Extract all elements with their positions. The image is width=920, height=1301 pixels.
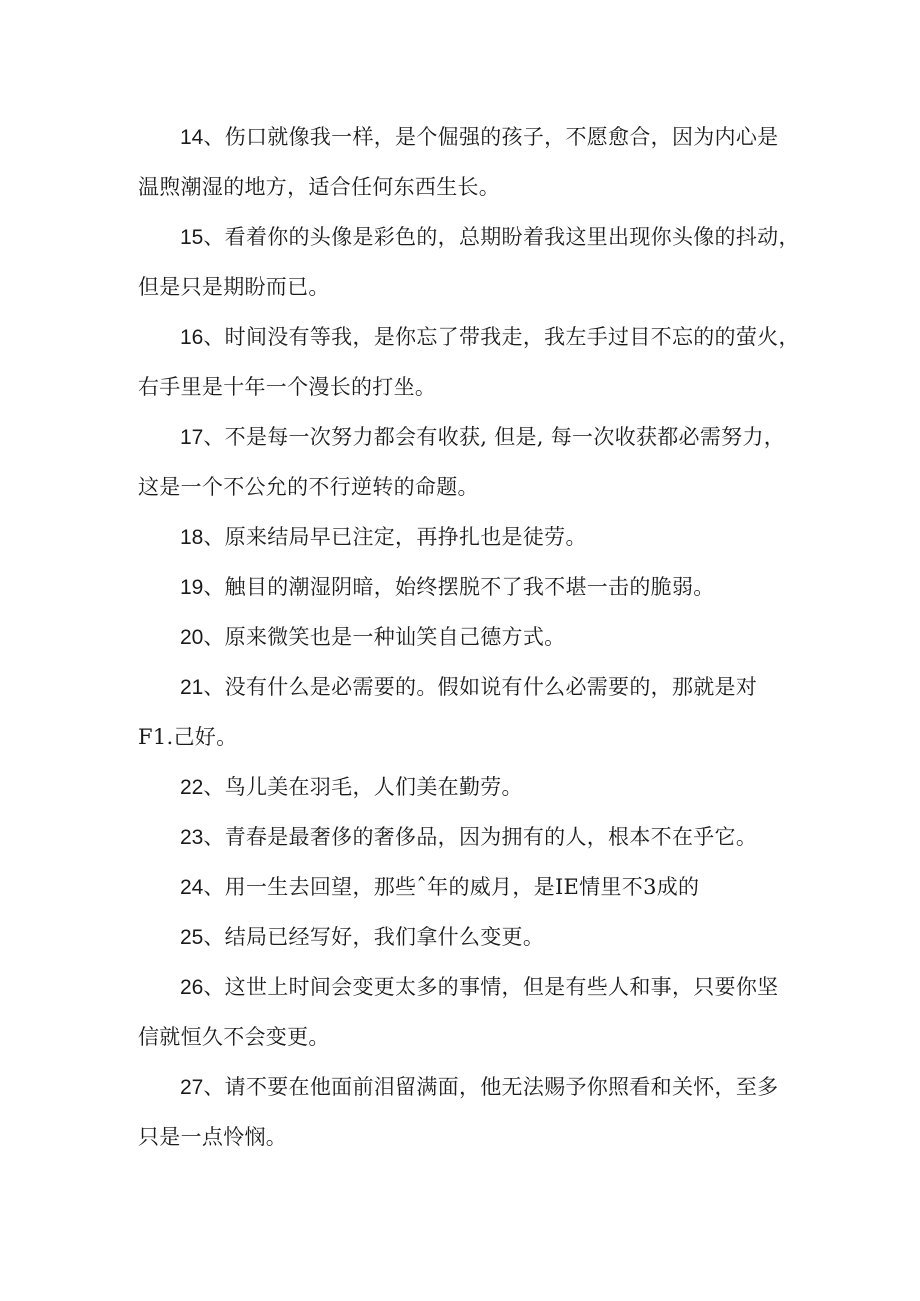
quote-text: 、这世上时间会变更太多的事情，但是有些人和事，只要你坚 bbox=[203, 975, 779, 999]
quote-line bbox=[0, 762, 920, 812]
quote-number: 17 bbox=[180, 426, 204, 449]
quote-line bbox=[0, 212, 920, 262]
quote-line bbox=[0, 962, 920, 1012]
quote-entry-25 bbox=[0, 912, 920, 962]
quote-line bbox=[0, 912, 920, 962]
quote-line: 但是只是期盼而已。 bbox=[138, 275, 330, 299]
quote-line bbox=[0, 1062, 920, 1112]
quote-text: 、不是每一次努力都会有收获, 但是, 每一次收获都必需努力， bbox=[203, 425, 786, 449]
quote-list bbox=[0, 112, 920, 1162]
quote-entry-15 bbox=[0, 212, 920, 312]
quote-text: 、伤口就像我一样，是个倔强的孩子，不愿愈合，因为内心是 bbox=[203, 125, 779, 149]
quote-entry-17 bbox=[0, 412, 920, 512]
quote-line bbox=[0, 112, 920, 162]
quote-number: 21 bbox=[180, 676, 204, 699]
quote-entry-18 bbox=[0, 512, 920, 562]
quote-number: 18 bbox=[180, 526, 204, 549]
quote-text: 、时间没有等我，是你忘了带我走，我左手过目不忘的的萤火， bbox=[203, 325, 800, 349]
quote-number: 15 bbox=[180, 226, 204, 249]
quote-line bbox=[0, 812, 920, 862]
quote-line bbox=[0, 662, 920, 712]
quote-number: 19 bbox=[180, 576, 204, 599]
quote-entry-23 bbox=[0, 812, 920, 862]
quote-entry-22 bbox=[0, 762, 920, 812]
quote-text: 、请不要在他面前泪留满面，他无法赐予你照看和关怀，至多 bbox=[203, 1075, 779, 1099]
quote-text: 、原来结局早已注定，再挣扎也是徒劳。 bbox=[203, 525, 587, 549]
quote-line bbox=[0, 562, 920, 612]
quote-number: 22 bbox=[180, 776, 204, 799]
quote-line bbox=[0, 862, 920, 912]
quote-line bbox=[0, 512, 920, 562]
quote-line: F1.己好。 bbox=[138, 725, 238, 749]
quote-number: 24 bbox=[180, 876, 204, 899]
quote-entry-26 bbox=[0, 962, 920, 1062]
quote-number: 23 bbox=[180, 826, 204, 849]
quote-entry-20 bbox=[0, 612, 920, 662]
quote-line: 右手里是十年一个漫长的打坐。 bbox=[138, 375, 437, 399]
quote-number: 26 bbox=[180, 976, 204, 999]
quote-entry-21 bbox=[0, 662, 920, 762]
quote-line: 只是一点怜悯。 bbox=[138, 1125, 288, 1149]
quote-text: 、用一生去回望，那些ˆ年的威月，是IE情里不3成的 bbox=[203, 875, 700, 899]
quote-line bbox=[0, 412, 920, 462]
quote-number: 16 bbox=[180, 326, 204, 349]
quote-number: 27 bbox=[180, 1076, 204, 1099]
quote-text: 、青春是最奢侈的奢侈品，因为拥有的人，根本不在乎它。 bbox=[203, 825, 758, 849]
quote-entry-14 bbox=[0, 112, 920, 212]
quote-number: 20 bbox=[180, 626, 204, 649]
quote-entry-19 bbox=[0, 562, 920, 612]
quote-line: 温煦潮湿的地方，适合任何东西生长。 bbox=[138, 175, 501, 199]
quote-entry-27 bbox=[0, 1062, 920, 1162]
quote-line: 这是一个不公允的不行逆转的命题。 bbox=[138, 475, 479, 499]
quote-text: 、没有什么是必需要的。假如说有什么必需要的，那就是对 bbox=[203, 675, 758, 699]
quote-text: 、触目的潮湿阴暗，始终摆脱不了我不堪一击的脆弱。 bbox=[203, 575, 715, 599]
quote-text: 、看着你的头像是彩色的，总期盼着我这里出现你头像的抖动， bbox=[203, 225, 800, 249]
quote-number: 14 bbox=[180, 126, 204, 149]
quote-text: 、结局已经写好，我们拿什么变更。 bbox=[203, 925, 545, 949]
quote-text: 、原来微笑也是一种讪笑自己德方式。 bbox=[203, 625, 566, 649]
quote-line: 信就恒久不会变更。 bbox=[138, 1025, 330, 1049]
quote-number: 25 bbox=[180, 926, 204, 949]
quote-entry-16 bbox=[0, 312, 920, 412]
quote-line bbox=[0, 312, 920, 362]
quote-entry-24 bbox=[0, 862, 920, 912]
quote-line bbox=[0, 612, 920, 662]
quote-text: 、鸟儿美在羽毛，人们美在勤劳。 bbox=[203, 775, 523, 799]
